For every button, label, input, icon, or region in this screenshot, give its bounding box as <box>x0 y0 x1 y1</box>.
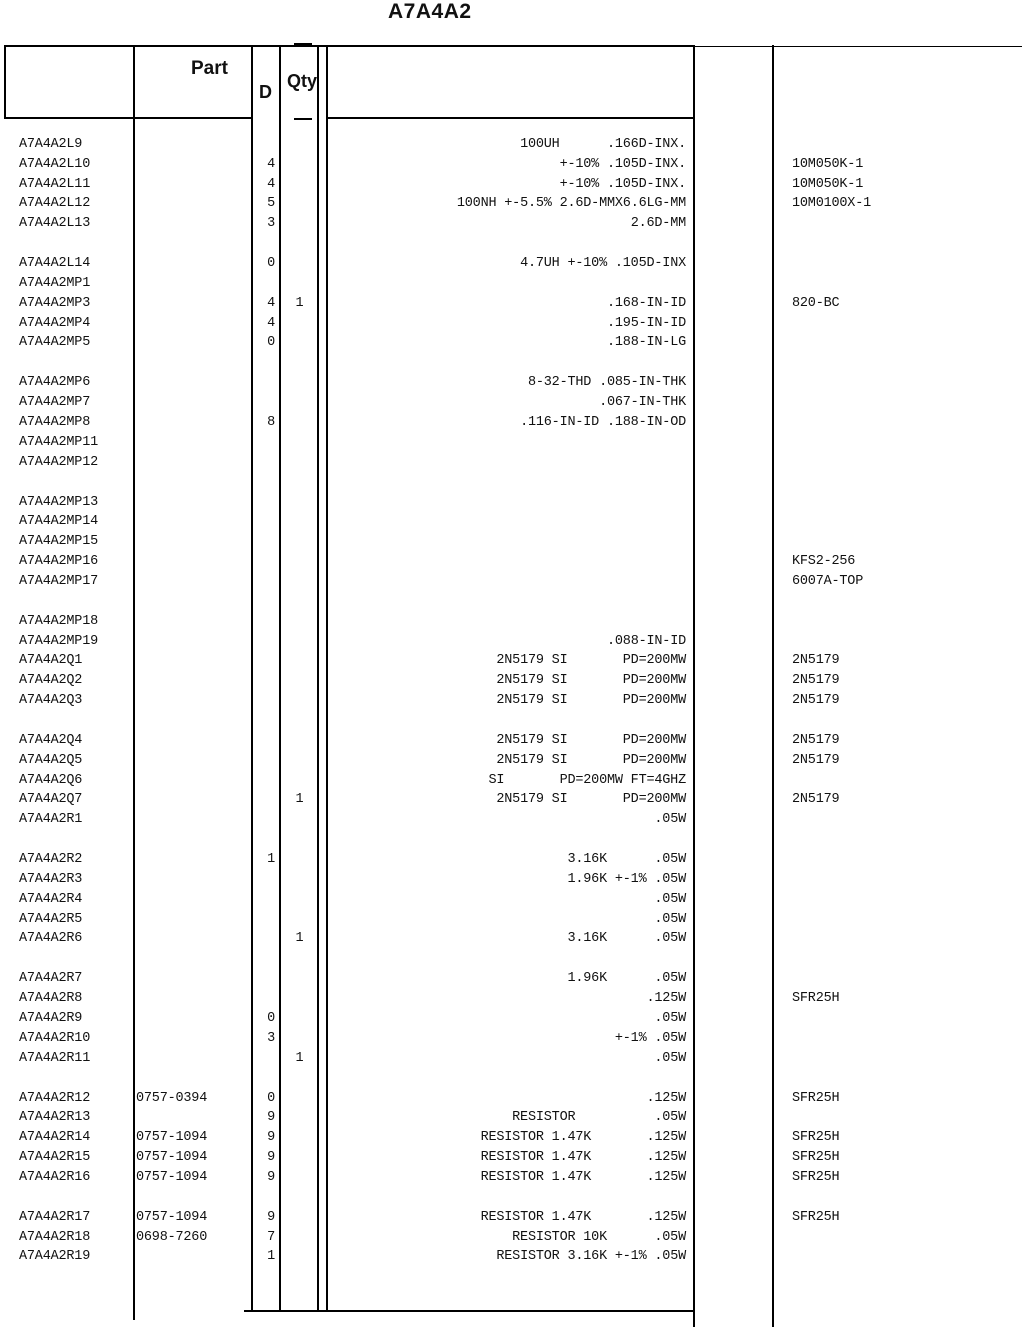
table-cell-desc: 4.7UH +-10% .105D-INX <box>520 256 686 272</box>
page-title: A7A4A2 <box>388 0 472 23</box>
table-cell-mfr: 2N5179 <box>792 673 840 689</box>
table-cell-ref: A7A4A2L13 <box>19 216 91 232</box>
table-cell-cd: 8 <box>267 415 275 430</box>
header-cd: D <box>259 82 272 102</box>
table-cell-mfr: 2N5179 <box>792 653 840 669</box>
table-cell-ref: A7A4A2MP17 <box>19 573 99 589</box>
table-cell-mfr: 820-BC <box>792 295 840 311</box>
table-cell-ref: A7A4A2MP18 <box>19 613 99 629</box>
table-cell-ref: A7A4A2MP13 <box>19 494 99 510</box>
table-cell-desc: 2N5179 SI PD=200MW <box>496 752 686 768</box>
table-cell-mfr: 2N5179 <box>792 792 840 808</box>
table-cell-ref: A7A4A2R16 <box>19 1169 91 1185</box>
table-cell-qty: 1 <box>295 931 304 947</box>
table-cell-part: 0757-1094 <box>136 1150 208 1165</box>
table-cell-cd: 0 <box>267 1090 275 1106</box>
table-cell-ref: A7A4A2R10 <box>19 1030 91 1046</box>
table-cell-cd: 3 <box>267 216 275 232</box>
table-cell-mfr: 10M050K-1 <box>792 176 864 192</box>
table-cell-ref: A7A4A2MP19 <box>19 633 99 649</box>
table-cell-desc: 100UH .166D-INX. <box>520 137 686 152</box>
table-cell-ref: A7A4A2R1 <box>19 812 83 828</box>
table-cell-ref: A7A4A2MP16 <box>19 554 99 569</box>
table-cell-ref: A7A4A2Q7 <box>19 792 83 808</box>
table-cell-desc: SI PD=200MW FT=4GHZ <box>488 772 686 788</box>
table-cell-ref: A7A4A2R11 <box>19 1050 91 1066</box>
table-cell-desc: 2N5179 SI PD=200MW <box>496 653 686 669</box>
table-cell-cd: 0 <box>267 1011 275 1026</box>
table-cell-ref: A7A4A2R6 <box>19 931 83 947</box>
table-cell-desc: .088-IN-ID <box>606 633 686 649</box>
table-cell-ref: A7A4A2R3 <box>19 872 83 887</box>
table-cell-ref: A7A4A2R15 <box>19 1150 91 1165</box>
table-cell-desc: .05W <box>654 812 686 828</box>
table-cell-mfr: SFR25H <box>792 1169 840 1185</box>
table-cell-desc: .125W <box>646 1090 686 1106</box>
table-cell-ref: A7A4A2R12 <box>19 1090 91 1106</box>
table-cell-part: 0757-1094 <box>136 1169 208 1185</box>
table-cell-ref: A7A4A2L10 <box>19 156 91 172</box>
table-cell-desc: 3.16K .05W <box>567 852 686 868</box>
table-cell-part: 0698-7260 <box>136 1229 208 1245</box>
table-cell-desc: 8-32-THD .085-IN-THK <box>527 375 686 391</box>
table-cell-mfr: 10M050K-1 <box>792 156 864 172</box>
table-cell-ref: A7A4A2MP4 <box>19 315 91 331</box>
table-cell-ref: A7A4A2Q4 <box>19 733 83 748</box>
table-cell-mfr: SFR25H <box>792 1150 840 1165</box>
table-cell-ref: A7A4A2Q2 <box>19 673 83 689</box>
table-cell-desc: RESISTOR 1.47K .125W <box>480 1209 686 1225</box>
table-cell-cd: 4 <box>267 315 275 331</box>
table-cell-ref: A7A4A2R5 <box>19 911 83 927</box>
table-cell-ref: A7A4A2R13 <box>19 1110 91 1126</box>
table-cell-desc: .05W <box>654 1011 686 1026</box>
table-cell-ref: A7A4A2R14 <box>19 1130 91 1146</box>
table-cell-cd: 4 <box>267 156 275 172</box>
table-cell-ref: A7A4A2MP5 <box>19 335 91 351</box>
table-cell-ref: A7A4A2MP8 <box>19 415 91 430</box>
table-cell-cd: 7 <box>267 1229 275 1245</box>
table-cell-mfr: 6007A-TOP <box>792 573 864 589</box>
table-cell-desc: 100NH +-5.5% 2.6D-MMX6.6LG-MM <box>456 196 686 212</box>
table-cell-ref: A7A4A2R17 <box>19 1209 91 1225</box>
table-cell-ref: A7A4A2Q3 <box>19 693 83 708</box>
table-cell-qty: 1 <box>295 792 304 808</box>
table-cell-cd: 9 <box>267 1110 275 1126</box>
table-cell-ref: A7A4A2MP14 <box>19 514 99 530</box>
table-cell-desc: .188-IN-LG <box>606 335 686 351</box>
table-cell-ref: A7A4A2R9 <box>19 1011 83 1026</box>
table-cell-desc: .116-IN-ID .188-IN-OD <box>520 415 686 430</box>
header-qty: Qty <box>287 71 318 91</box>
table-cell-ref: A7A4A2L14 <box>19 256 91 272</box>
table-cell-desc: RESISTOR 1.47K .125W <box>480 1130 686 1146</box>
table-cell-ref: A7A4A2R19 <box>19 1249 91 1265</box>
table-cell-cd: 5 <box>267 196 275 212</box>
table-cell-ref: A7A4A2MP15 <box>19 534 99 550</box>
table-cell-desc: .168-IN-ID <box>606 295 686 311</box>
table-cell-desc: .195-IN-ID <box>606 315 686 331</box>
table-cell-cd: 9 <box>267 1150 275 1165</box>
table-cell-cd: 0 <box>267 256 275 272</box>
table-cell-ref: A7A4A2Q6 <box>19 772 83 788</box>
table-cell-desc: 2N5179 SI PD=200MW <box>496 792 686 808</box>
table-cell-part: 0757-1094 <box>136 1130 208 1146</box>
table-cell-desc: RESISTOR .05W <box>512 1110 686 1126</box>
table-cell-mfr: SFR25H <box>792 1130 840 1146</box>
table-cell-desc: .067-IN-THK <box>599 395 686 411</box>
table-cell-cd: 4 <box>267 295 275 311</box>
table-cell-desc: RESISTOR 1.47K .125W <box>480 1169 686 1185</box>
table-cell-ref: A7A4A2MP6 <box>19 375 91 391</box>
table-cell-ref: A7A4A2R18 <box>19 1229 91 1245</box>
table-cell-mfr: KFS2-256 <box>792 554 856 569</box>
table-cell-cd: 0 <box>267 335 275 351</box>
table-cell-cd: 1 <box>267 852 275 868</box>
table-cell-qty: 1 <box>295 1050 304 1066</box>
table-cell-mfr: 10M0100X-1 <box>792 196 872 212</box>
table-cell-ref: A7A4A2R8 <box>19 991 83 1007</box>
table-cell-desc: RESISTOR 10K .05W <box>512 1229 686 1245</box>
table-cell-desc: RESISTOR 1.47K .125W <box>480 1150 686 1165</box>
header-part: Part <box>191 58 228 79</box>
table-cell-mfr: 2N5179 <box>792 733 840 748</box>
table-cell-qty: 1 <box>295 295 304 311</box>
table-cell-desc: RESISTOR 3.16K +-1% .05W <box>496 1249 686 1265</box>
table-cell-cd: 9 <box>267 1130 275 1146</box>
table-cell-mfr: 2N5179 <box>792 752 840 768</box>
table-cell-desc: 2N5179 SI PD=200MW <box>496 673 686 689</box>
table-cell-part: 0757-1094 <box>136 1209 208 1225</box>
table-cell-desc: 1.96K .05W <box>567 971 686 987</box>
table-cell-cd: 4 <box>267 176 275 192</box>
table-cell-cd: 9 <box>267 1169 275 1185</box>
table-cell-ref: A7A4A2MP3 <box>19 295 91 311</box>
table-cell-desc: 2N5179 SI PD=200MW <box>496 733 686 748</box>
table-cell-mfr: SFR25H <box>792 991 840 1007</box>
table-cell-mfr: SFR25H <box>792 1209 840 1225</box>
table-cell-desc: 2N5179 SI PD=200MW <box>496 693 686 708</box>
table-cell-cd: 1 <box>267 1249 275 1265</box>
table-cell-ref: A7A4A2MP1 <box>19 276 91 291</box>
table-cell-desc: .125W <box>646 991 686 1007</box>
table-cell-desc: +-1% .05W <box>614 1030 686 1046</box>
table-cell-ref: A7A4A2Q1 <box>19 653 83 669</box>
table-cell-ref: A7A4A2Q5 <box>19 752 83 768</box>
table-cell-cd: 3 <box>267 1030 275 1046</box>
table-cell-ref: A7A4A2L12 <box>19 196 91 212</box>
table-cell-desc: 3.16K .05W <box>567 931 686 947</box>
table-cell-desc: .05W <box>654 891 686 907</box>
table-cell-desc: +-10% .105D-INX. <box>559 176 686 192</box>
table-cell-ref: A7A4A2MP11 <box>19 434 99 450</box>
table-cell-desc: +-10% .105D-INX. <box>559 156 686 172</box>
table-cell-ref: A7A4A2MP7 <box>19 395 91 411</box>
table-cell-desc: .05W <box>654 911 686 927</box>
table-cell-desc: 1.96K +-1% .05W <box>567 872 686 887</box>
table-cell-ref: A7A4A2R7 <box>19 971 83 987</box>
table-cell-ref: A7A4A2L9 <box>19 137 83 152</box>
table-cell-ref: A7A4A2R4 <box>19 891 83 907</box>
table-cell-ref: A7A4A2MP12 <box>19 454 99 470</box>
table-cell-ref: A7A4A2R2 <box>19 852 83 868</box>
table-cell-cd: 9 <box>267 1209 275 1225</box>
table-cell-desc: 2.6D-MM <box>630 216 686 232</box>
table-cell-part: 0757-0394 <box>136 1090 208 1106</box>
table-cell-mfr: SFR25H <box>792 1090 840 1106</box>
table-cell-mfr: 2N5179 <box>792 693 840 708</box>
table-cell-ref: A7A4A2L11 <box>19 176 91 192</box>
table-cell-desc: .05W <box>654 1050 686 1066</box>
